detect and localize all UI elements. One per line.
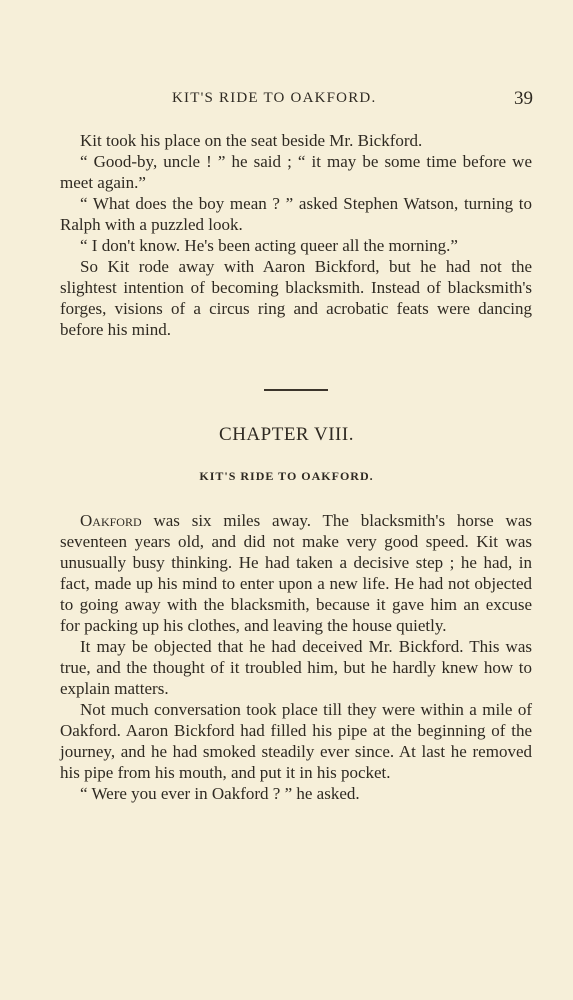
page-number: 39	[514, 88, 533, 109]
paragraph: “ I don't know. He's been acting queer all the morning.”	[80, 236, 458, 255]
paragraph: Not much conversation took place till they were within a mile of Oakford. Aaron Bickford had filled his pipe at the beginning of the journey, and he had smoked steadily ever since. At last he removed his pipe from his mouth, and put it in his pocket.	[60, 700, 532, 782]
running-head	[60, 88, 533, 112]
opening-word: Oakford	[80, 511, 142, 530]
paragraph: So Kit rode away with Aaron Bickford, but he had not the slightest intention of becoming blacksmith. Instead of blacksmith's forges, visions of a circus ring and acrobatic feats were dancing before his mind.	[60, 257, 532, 339]
body-text-bottom	[60, 510, 532, 804]
paragraph: “ Were you ever in Oakford ? ” he asked.	[80, 784, 360, 803]
chapter-heading: CHAPTER VIII.	[219, 424, 354, 445]
paragraph: “ Good-by, uncle ! ” he said ; “ it may be some time before we meet again.”	[60, 152, 532, 192]
paragraph: It may be objected that he had deceived Mr. Bickford. This was true, and the thought of it troubled him, but he hardly knew how to explain matters.	[60, 637, 532, 698]
paragraph	[60, 510, 532, 636]
running-title: KIT'S RIDE TO OAKFORD.	[172, 90, 377, 106]
chapter-subtitle: KIT'S RIDE TO OAKFORD.	[199, 469, 374, 483]
paragraph: “ What does the boy mean ? ” asked Stephen Watson, turning to Ralph with a puzzled look.	[60, 194, 532, 234]
section-divider	[264, 389, 328, 391]
paragraph-text: was six miles away. The blacksmith's horse was seventeen years old, and did not make very good speed. Kit was unusually busy thinking. He had taken a decisive step ; he had, in fact, made up his mind to enter upon a new life. He had not objected to going away with the blacksmith, because it gave him an excuse for packing up his clothes, and leaving the house quietly.	[60, 511, 532, 635]
paragraph: Kit took his place on the seat beside Mr. Bickford.	[80, 131, 423, 150]
body-text-top	[60, 130, 532, 340]
